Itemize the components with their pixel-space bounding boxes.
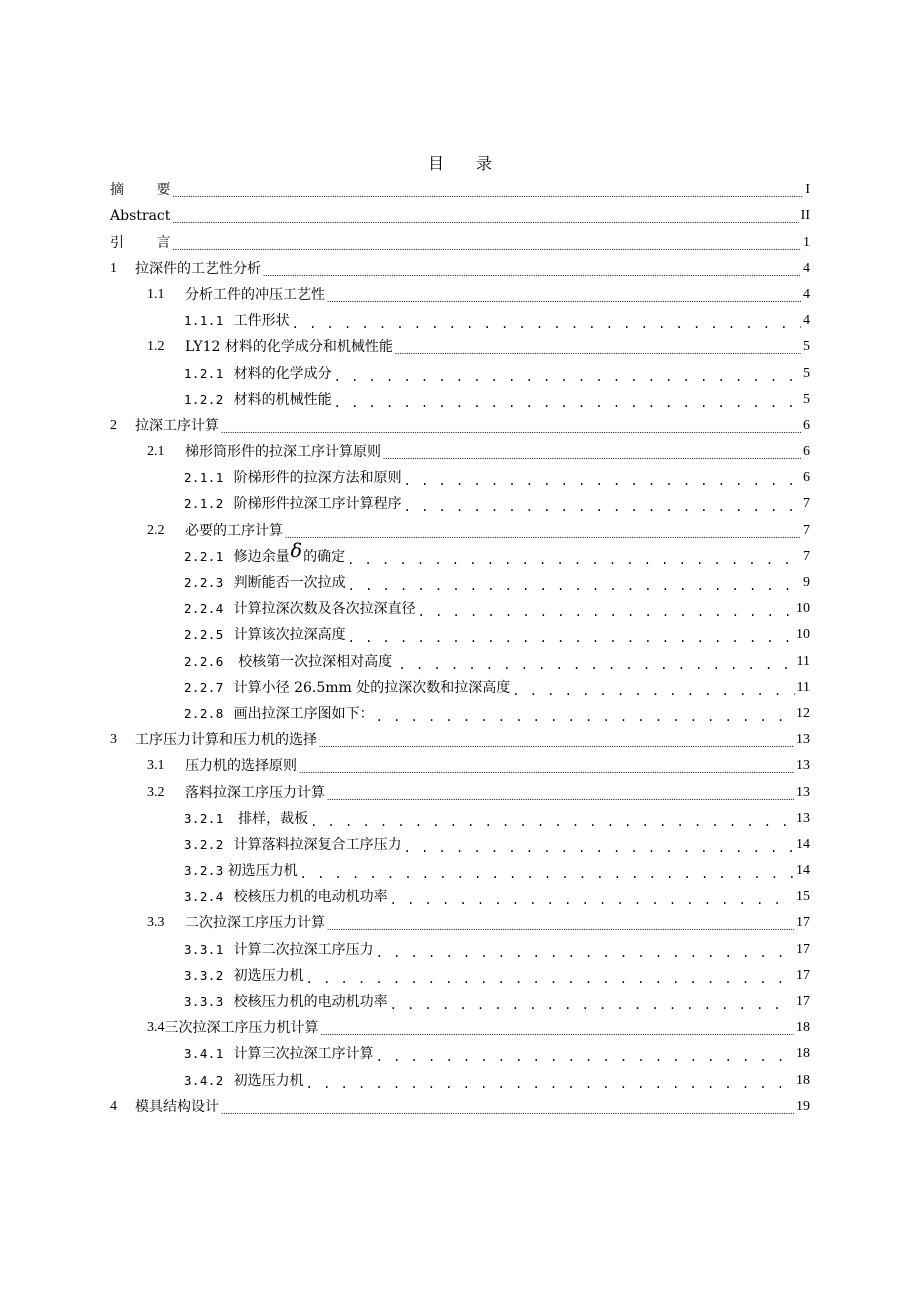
toc-entry[interactable] [110, 412, 810, 438]
toc-entry-page: 15 [796, 889, 810, 905]
toc-entry[interactable] [110, 1040, 810, 1066]
toc-entry-page: 10 [796, 601, 810, 617]
dot-leader [306, 971, 794, 985]
dot-leader [306, 1076, 794, 1090]
toc-entry-number: 1.1 [147, 286, 165, 302]
dot-leader [390, 997, 794, 1011]
toc-entry[interactable] [110, 883, 810, 909]
toc-entry-page: 6 [803, 470, 810, 486]
toc-entry-page: 17 [796, 994, 810, 1009]
toc-entry-label: 工件形状 [233, 313, 290, 330]
dot-leader [334, 395, 801, 409]
toc-entry-number: 1.1.1 [184, 313, 224, 329]
title-char-left: 目 [427, 154, 444, 173]
dot-leader [221, 421, 801, 435]
table-of-contents [110, 176, 810, 1119]
dot-leader [395, 342, 801, 356]
toc-entry-number: 3.2 [147, 784, 165, 800]
toc-entry[interactable] [110, 674, 810, 700]
toc-entry-page: 7 [803, 496, 810, 512]
toc-entry-label: 计算该次拉深高度 [233, 627, 346, 644]
toc-entry[interactable] [110, 255, 810, 281]
toc-entry-label: 三次拉深工序压力机计算 [164, 1020, 319, 1037]
toc-entry-page: 4 [803, 313, 810, 329]
toc-entry-label: 计算落料拉深复合工序压力 [233, 836, 402, 853]
toc-entry[interactable] [110, 595, 810, 621]
toc-entry-page: 11 [796, 653, 810, 669]
toc-entry-page: 11 [796, 679, 810, 695]
dot-leader [172, 238, 801, 252]
toc-entry[interactable] [110, 700, 810, 726]
toc-entry-page: 13 [796, 784, 810, 800]
toc-entry-page: 5 [803, 365, 810, 381]
toc-entry[interactable] [110, 1014, 810, 1040]
toc-entry-label: 二次拉深工序压力计算 [185, 915, 325, 932]
toc-entry-number: 3.3.3 [184, 994, 224, 1009]
dot-leader [319, 735, 794, 749]
toc-entry-number: 1 [110, 260, 117, 276]
toc-entry[interactable] [110, 778, 810, 804]
toc-entry-number: 2.2 [147, 522, 165, 538]
toc-entry-number: 2.2.1 [184, 548, 224, 564]
toc-entry-label-pre: 修边余量 [233, 548, 290, 565]
toc-entry-page: 18 [796, 1020, 810, 1036]
dot-leader [404, 473, 801, 487]
toc-entry-page: 13 [796, 732, 810, 748]
toc-entry[interactable] [110, 359, 810, 385]
dot-leader [263, 264, 801, 278]
toc-entry-page: 4 [803, 260, 810, 276]
toc-entry-page: 17 [796, 967, 810, 983]
toc-entry[interactable] [110, 1066, 810, 1092]
toc-entry[interactable] [110, 539, 810, 569]
toc-entry-number: 3.4.1 [184, 1046, 224, 1062]
toc-entry-label: 画出拉深工序图如下： [233, 705, 374, 722]
dot-leader [300, 866, 794, 880]
toc-entry-label: 材料的化学成分 [233, 365, 332, 382]
toc-entry-page: 5 [803, 339, 810, 355]
dot-leader [172, 185, 803, 199]
toc-entry-number: 3.2.3 [184, 863, 224, 879]
toc-entry[interactable] [110, 281, 810, 307]
dot-leader [348, 630, 794, 644]
toc-entry-label: 排样，裁板 [233, 810, 309, 827]
dot-leader [399, 657, 795, 671]
toc-entry-label-post: 的确定 [303, 548, 346, 565]
toc-entry-label: 阶梯形件拉深工序计算程序 [233, 496, 402, 513]
toc-entry-label: 拉深工序计算 [135, 417, 219, 434]
toc-entry-number: 2.1.1 [184, 470, 224, 486]
toc-entry[interactable] [110, 438, 810, 464]
toc-entry[interactable] [110, 569, 810, 595]
dot-leader [299, 761, 794, 775]
toc-entry-number: 3.2.1 [184, 810, 224, 826]
toc-entry-label: 校核压力机的电动机功率 [233, 889, 388, 906]
toc-entry-label: 模具结构设计 [135, 1098, 219, 1115]
toc-entry-label: 计算小径 26.5mm 处的拉深次数和拉深高度 [233, 679, 511, 696]
toc-entry-page: 14 [796, 863, 810, 879]
toc-entry-label: Abstract [110, 208, 171, 225]
dot-leader [221, 1102, 794, 1116]
toc-entry[interactable] [110, 752, 810, 778]
toc-entry-page: II [800, 208, 810, 224]
toc-entry-label [233, 539, 346, 566]
dot-leader [327, 290, 801, 304]
toc-entry-number: 3.3.1 [184, 941, 224, 957]
toc-entry-label: 判断能否一次拉成 [233, 575, 346, 591]
dot-leader [383, 447, 801, 461]
toc-entry-number: 2.1 [147, 444, 165, 460]
toc-entry-number: 3.3.2 [184, 967, 224, 983]
toc-entry[interactable] [110, 962, 810, 988]
toc-entry-page: I [805, 182, 810, 198]
dot-leader [376, 945, 794, 959]
dot-leader [327, 788, 794, 802]
toc-entry-page: 4 [803, 286, 810, 302]
toc-entry-page: 17 [796, 915, 810, 931]
toc-entry[interactable] [110, 490, 810, 516]
toc-entry-label: 引 言 [110, 234, 171, 251]
toc-entry-page: 13 [796, 810, 810, 826]
toc-entry[interactable] [110, 935, 810, 961]
toc-entry-label: 阶梯形件的拉深方法和原则 [233, 470, 402, 487]
toc-entry-label: 计算拉深次数及各次拉深直径 [233, 601, 416, 618]
toc-entry-number: 2.2.6 [184, 653, 224, 669]
dot-leader [285, 526, 801, 540]
toc-entry-label: LY12 材料的化学成分和机械性能 [185, 339, 393, 356]
toc-entry-label: 初选压力机 [227, 863, 298, 880]
toc-entry-label: 校核第一次拉深相对高度 [233, 653, 397, 670]
toc-entry-page: 14 [796, 836, 810, 852]
toc-entry[interactable] [110, 857, 810, 883]
toc-entry-number: 3.4.2 [184, 1072, 224, 1088]
dot-leader [327, 918, 794, 932]
toc-entry-page: 7 [803, 548, 810, 564]
toc-entry[interactable] [110, 228, 810, 254]
toc-entry-number: 2.2.4 [184, 601, 224, 617]
toc-entry[interactable] [110, 647, 810, 673]
dot-leader [390, 892, 794, 906]
toc-entry[interactable] [110, 202, 810, 228]
toc-entry-page: 6 [803, 417, 810, 433]
toc-entry[interactable] [110, 805, 810, 831]
toc-entry[interactable] [110, 726, 810, 752]
toc-entry-number: 3.2.2 [184, 836, 224, 852]
toc-entry-page: 1 [803, 234, 810, 250]
toc-entry[interactable] [110, 464, 810, 490]
toc-entry-label: 初选压力机 [233, 967, 304, 984]
toc-entry-label: 材料的机械性能 [233, 391, 332, 408]
dot-leader [292, 316, 801, 330]
dot-leader [512, 683, 794, 697]
toc-entry-page: 17 [796, 941, 810, 957]
dot-leader [404, 499, 801, 513]
toc-entry[interactable] [110, 333, 810, 359]
toc-entry-label: 拉深件的工艺性分析 [135, 260, 261, 277]
page-title [0, 150, 920, 178]
toc-entry[interactable] [110, 307, 810, 333]
toc-entry[interactable] [110, 988, 810, 1014]
toc-entry[interactable] [110, 176, 810, 202]
toc-entry-number: 2.2.3 [184, 575, 224, 590]
toc-entry-page: 19 [796, 1098, 810, 1114]
toc-entry-label: 计算三次拉深工序计算 [233, 1046, 374, 1063]
toc-entry-number: 1.2 [147, 339, 165, 355]
toc-entry-number: 2 [110, 417, 117, 433]
toc-entry[interactable] [110, 516, 810, 542]
toc-entry-page: 10 [796, 627, 810, 643]
toc-entry-number: 3.1 [147, 758, 165, 774]
dot-leader [334, 369, 801, 383]
dot-leader [347, 552, 801, 566]
toc-entry-number: 1.2.2 [184, 391, 224, 407]
delta-symbol: δ [290, 539, 303, 562]
dot-leader [376, 709, 794, 723]
toc-entry[interactable] [110, 386, 810, 412]
toc-entry-number: 2.2.7 [184, 679, 224, 695]
dot-leader [172, 211, 798, 225]
dot-leader [376, 1049, 794, 1063]
toc-entry[interactable] [110, 1093, 810, 1119]
dot-leader [348, 578, 801, 592]
dot-leader [404, 840, 794, 854]
toc-entry-label: 初选压力机 [233, 1072, 304, 1089]
toc-entry-label: 梯形筒形件的拉深工序计算原则 [185, 444, 381, 461]
dot-leader [310, 814, 794, 828]
toc-entry-number: 1.2.1 [184, 365, 224, 381]
toc-entry-number: 3.3 [147, 915, 165, 931]
toc-entry-label: 工序压力计算和压力机的选择 [135, 732, 317, 749]
toc-entry[interactable] [110, 621, 810, 647]
toc-entry-page: 6 [803, 444, 810, 460]
toc-entry-page: 18 [796, 1046, 810, 1062]
toc-entry-label: 必要的工序计算 [185, 522, 283, 539]
toc-entry[interactable] [110, 831, 810, 857]
dot-leader [418, 604, 794, 618]
toc-entry-page: 7 [803, 522, 810, 538]
toc-entry-label: 计算二次拉深工序压力 [233, 941, 374, 958]
toc-entry-label: 摘 要 [110, 182, 171, 199]
toc-entry-page: 5 [803, 391, 810, 407]
toc-entry-number: 2.1.2 [184, 496, 224, 512]
toc-entry-page: 9 [803, 575, 810, 590]
toc-entry-number: 2.2.5 [184, 627, 224, 643]
toc-entry-number: 3 [110, 732, 117, 748]
toc-entry[interactable] [110, 909, 810, 935]
toc-entry-label: 校核压力机的电动机功率 [233, 994, 388, 1010]
toc-entry-page: 12 [796, 705, 810, 721]
title-char-right: 录 [476, 154, 493, 173]
toc-entry-number: 3.4 [147, 1020, 165, 1036]
toc-entry-label: 落料拉深工序压力计算 [185, 784, 325, 801]
toc-entry-number: 3.2.4 [184, 889, 224, 905]
toc-entry-page: 13 [796, 758, 810, 774]
dot-leader [321, 1023, 795, 1037]
toc-entry-label: 压力机的选择原则 [185, 758, 297, 775]
toc-entry-number: 4 [110, 1098, 117, 1114]
toc-entry-label: 分析工件的冲压工艺性 [185, 286, 325, 303]
toc-entry-page: 18 [796, 1072, 810, 1088]
toc-entry-number: 2.2.8 [184, 705, 224, 721]
